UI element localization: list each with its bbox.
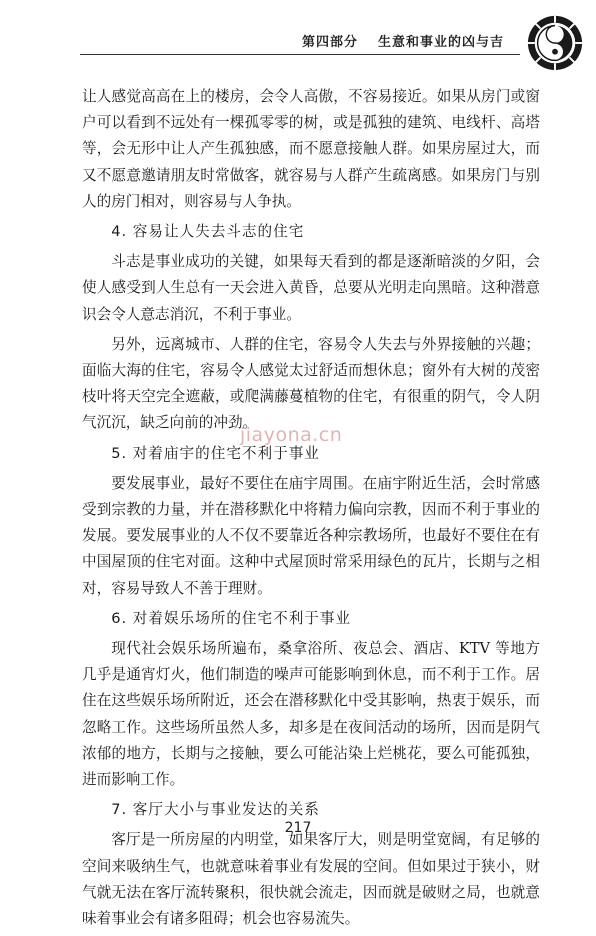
header-chapter-title: 生意和事业的凶与吉: [377, 35, 504, 50]
bagua-taiji-icon: [526, 14, 584, 72]
header-part-label: 第四部分: [301, 35, 358, 50]
paragraph-5-1: 要发展事业，最好不要住在庙宇周围。在庙宇附近生活，会时常感受到宗教的力量，并在潜移默化中将精力偏向宗教，因而不利于事业的发展。要发展事业的人不仅不要靠近各种宗教场所，也最好不要住在有中国屋顶的住宅对面。这种中式屋顶时常采用绿色的瓦片，长期与之相对，容易导致人不善于理财。: [82, 474, 540, 597]
paragraph-6-1: 现代社会娱乐场所遍布，桑拿浴所、夜总会、酒店、KTV 等地方几乎是通宵灯火，他们制造的噪声可能影响到休息，而不利于工作。居住在这些娱乐场所附近，还会在潜移默化中受其影响，热衷于娱乐，而忽略工作。这些场所虽然人多，却多是在夜间活动的场所，因而是阴气浓郁的地方，长期与之接触，要么可能沾染上烂桃花，要么可能孤独，进而影响工作。: [82, 640, 540, 789]
paragraph-4-2: 另外，远离城市、人群的住宅，容易令人失去与外界接触的兴趣；面临大海的住宅，容易令人感觉太过舒适而想休息；窗外有大树的茂密枝叶将天空完全遮蔽，或爬满藤蔓植物的住宅，有很重的阴气，令人阴气沉沉，缺乏向前的冲劲。: [82, 335, 540, 432]
page-number: 217: [284, 820, 312, 836]
header-text: [302, 31, 504, 50]
section-heading-4: 4. 容易让人失去斗志的住宅: [111, 223, 305, 241]
page-body: [82, 84, 540, 936]
section-heading-5: 5. 对着庙宇的住宅不利于事业: [111, 444, 320, 462]
section-heading-6: 6. 对着娱乐场所的住宅不利于事业: [111, 609, 352, 627]
running-header: [0, 0, 596, 70]
paragraph-7-1: 客厅是一所房屋的内明堂，如果客厅大，则是明堂宽阔，有足够的空间来吸纳生气，也就意味着事业有发展的空间。但如果过于狭小，财气就无法在客厅流转聚积，很快就会流走，因而就是破财之局，也就意味着事业会有诸多阻碍；机会也容易流失。: [82, 831, 540, 928]
header-rule: [80, 54, 520, 55]
watermark: jiayona.cn: [240, 424, 343, 446]
section-heading-7: 7. 客厅大小与事业发达的关系: [111, 801, 320, 819]
paragraph-4-1: 斗志是事业成功的关键，如果每天看到的都是逐渐暗淡的夕阳，会使人感受到人生总有一天会进入黄昏，总要从光明走向黑暗。这种潜意识会令人意志消沉，不利于事业。: [82, 253, 540, 323]
paragraph-intro: 让人感觉高高在上的楼房，会令人高傲，不容易接近。如果从房门或窗户可以看到不远处有一棵孤零零的树，或是孤独的建筑、电线杆、高塔等，会无形中让人产生孤独感，而不愿意接触人群。如果房屋过大，而又不愿意邀请朋友时常做客，就容易与人群产生疏离感。如果房门与别人的房门相对，则容易与人争执。: [82, 88, 540, 210]
